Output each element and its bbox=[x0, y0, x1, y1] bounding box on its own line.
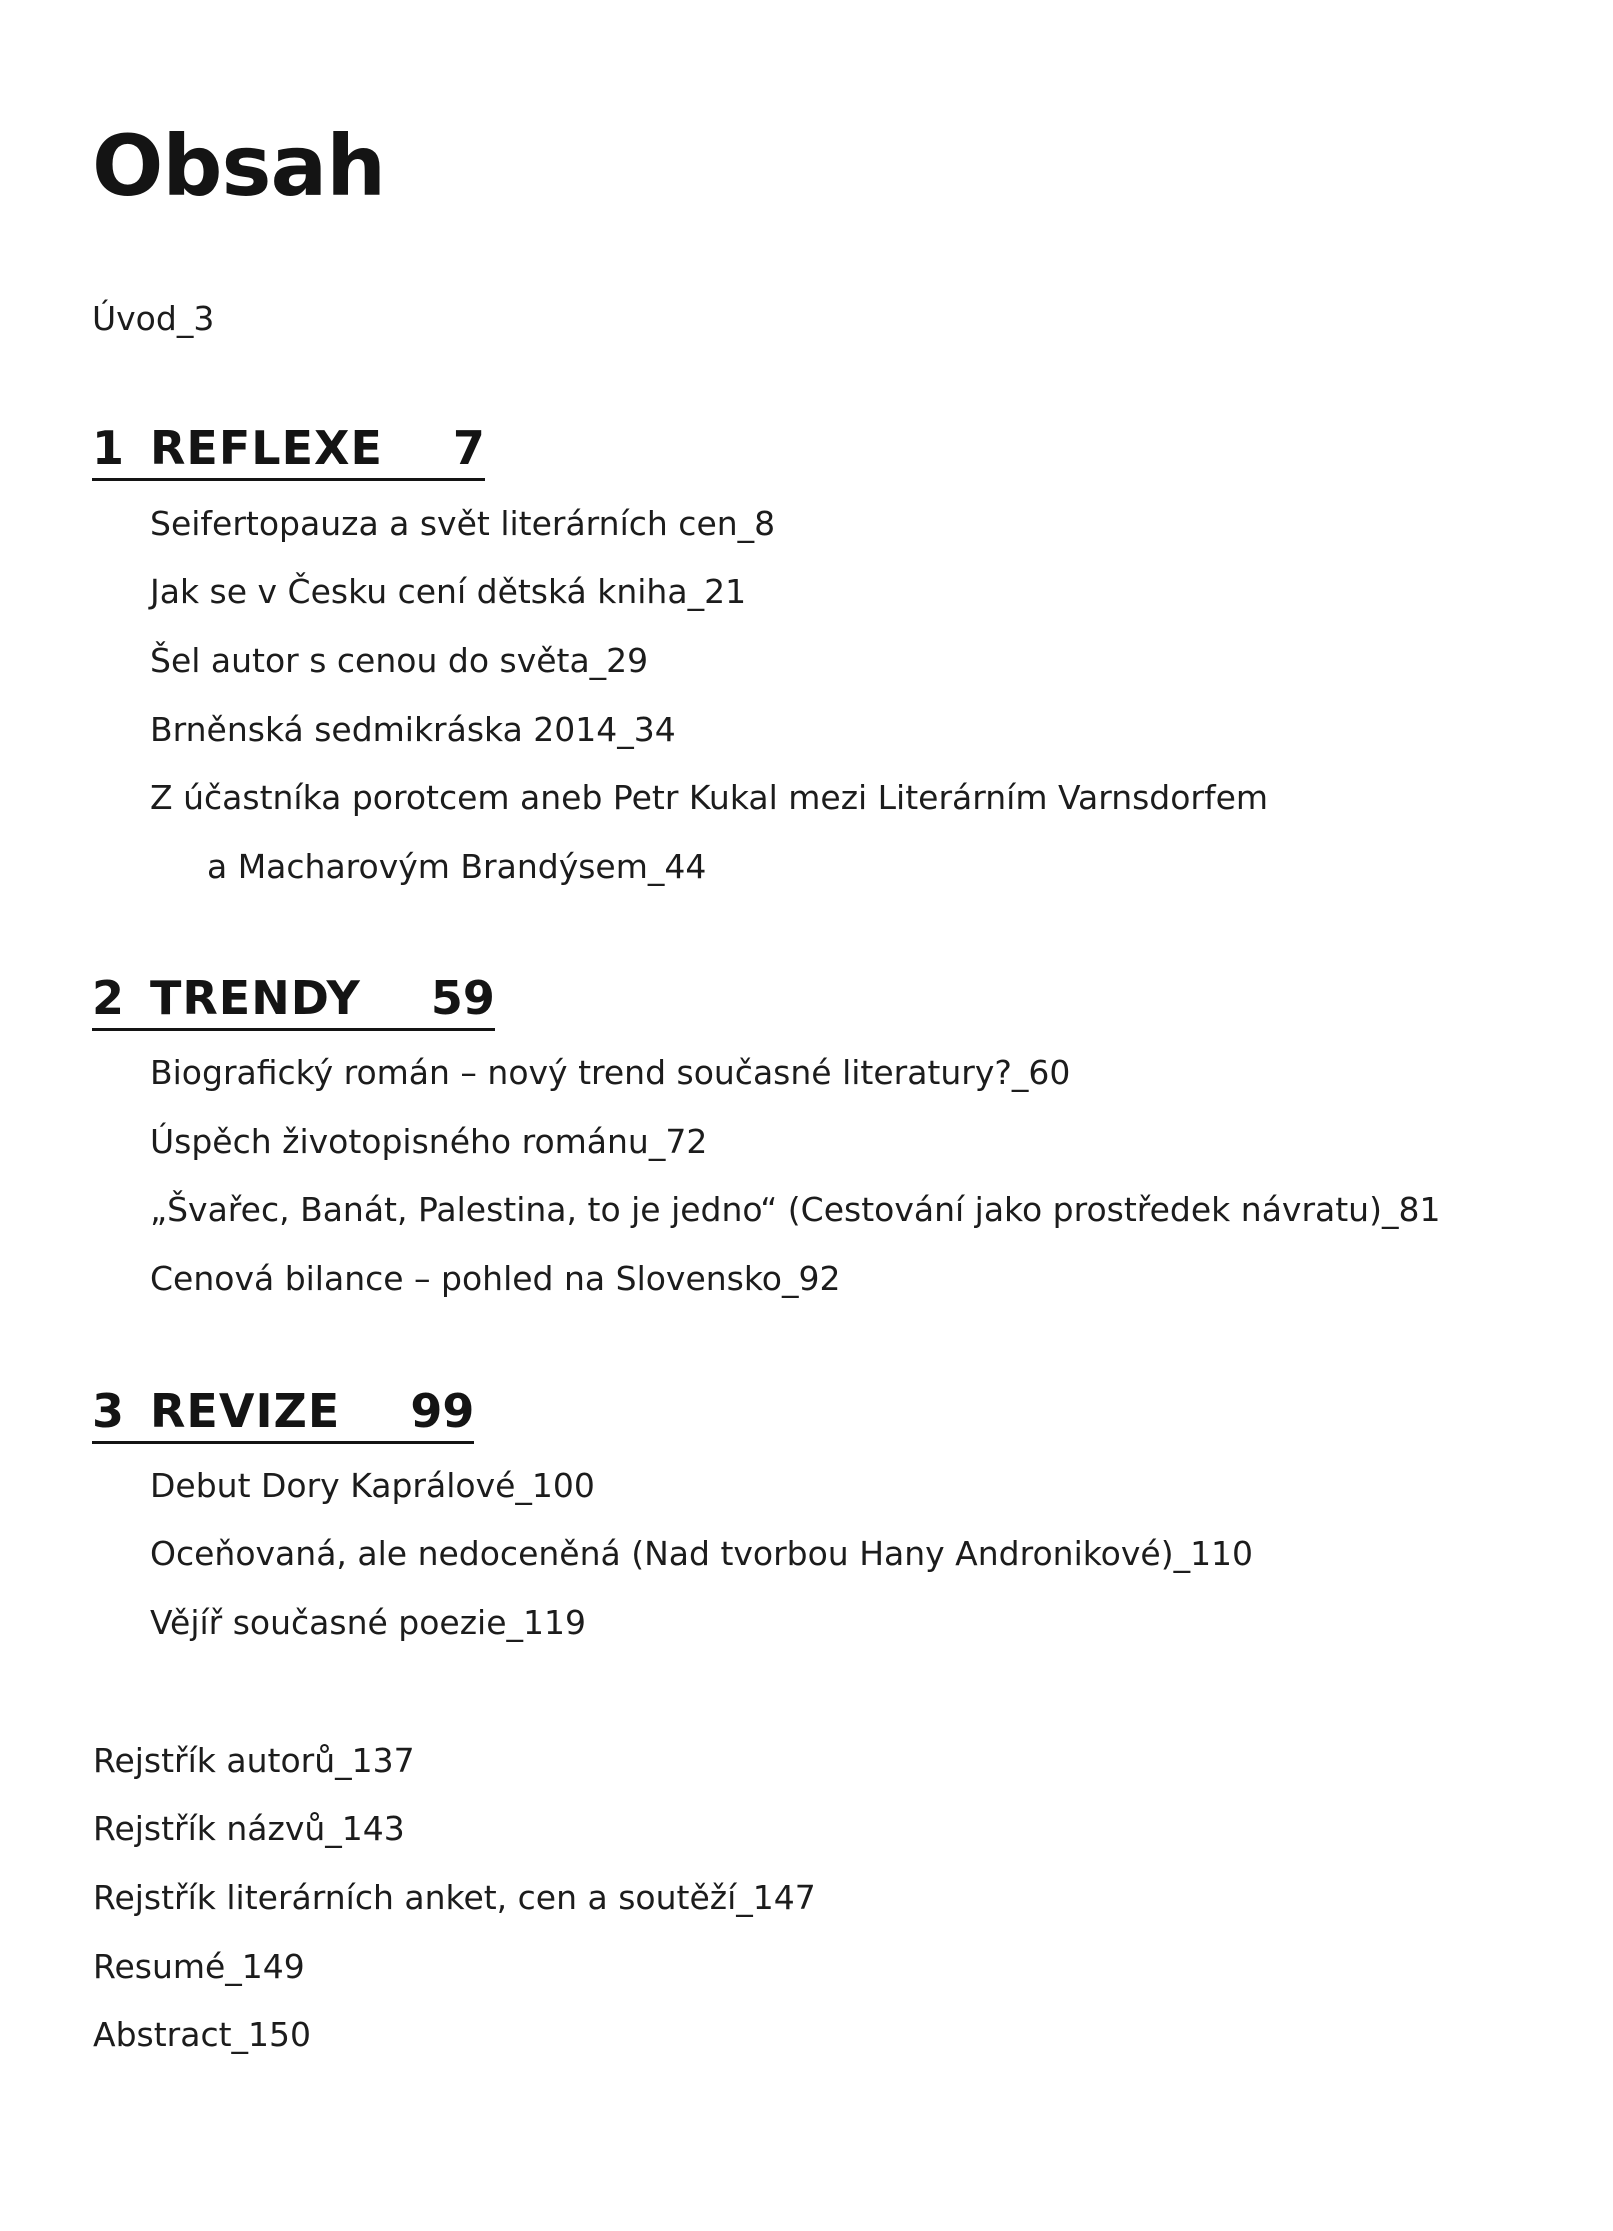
section-number: 3 bbox=[92, 1384, 125, 1438]
section-heading-trendy[interactable] bbox=[92, 972, 495, 1031]
toc-entry-intro[interactable]: Úvod_3 bbox=[92, 299, 215, 338]
toc-entry[interactable]: Biografický román – nový trend současné literatury?_60 bbox=[150, 1053, 1071, 1092]
page-title: Obsah bbox=[92, 117, 386, 215]
section-heading-reflexe[interactable] bbox=[92, 422, 485, 481]
toc-index-entry[interactable]: Rejstřík literárních anket, cen a soutěží_147 bbox=[93, 1878, 816, 1917]
section-name: REFLEXE bbox=[150, 421, 383, 475]
section-page: 99 bbox=[410, 1384, 475, 1438]
toc-entry[interactable]: Debut Dory Kaprálové_100 bbox=[150, 1466, 595, 1505]
toc-entry[interactable]: Seifertopauza a svět literárních cen_8 bbox=[150, 504, 776, 543]
toc-entry[interactable]: Brněnská sedmikráska 2014_34 bbox=[150, 710, 676, 749]
toc-index-entry[interactable]: Rejstřík autorů_137 bbox=[93, 1741, 415, 1780]
toc-entry[interactable]: Vějíř současné poezie_119 bbox=[150, 1603, 586, 1642]
toc-entry[interactable]: Oceňovaná, ale nedoceněná (Nad tvorbou Hany Andronikové)_110 bbox=[150, 1534, 1254, 1573]
toc-entry[interactable]: „Švařec, Banát, Palestina, to je jedno“ (Cestování jako prostředek návratu)_81 bbox=[150, 1190, 1441, 1229]
toc-entry[interactable]: Cenová bilance – pohled na Slovensko_92 bbox=[150, 1259, 841, 1298]
section-heading-revize[interactable] bbox=[92, 1385, 474, 1444]
toc-entry-continuation[interactable]: a Macharovým Brandýsem_44 bbox=[207, 847, 707, 886]
toc-index-entry[interactable]: Rejstřík názvů_143 bbox=[93, 1809, 405, 1848]
toc-entry[interactable]: Jak se v Česku cení dětská kniha_21 bbox=[150, 572, 747, 611]
section-page: 59 bbox=[430, 971, 495, 1025]
toc-entry[interactable]: Šel autor s cenou do světa_29 bbox=[150, 641, 649, 680]
section-name: TRENDY bbox=[150, 971, 361, 1025]
section-number: 1 bbox=[92, 421, 125, 475]
section-name: REVIZE bbox=[150, 1384, 341, 1438]
section-page: 7 bbox=[452, 421, 485, 475]
toc-entry[interactable]: Úspěch životopisného románu_72 bbox=[150, 1122, 708, 1161]
toc-index-entry[interactable]: Resumé_149 bbox=[93, 1947, 305, 1986]
section-number: 2 bbox=[92, 971, 125, 1025]
toc-entry[interactable]: Z účastníka porotcem aneb Petr Kukal mezi Literárním Varnsdorfem bbox=[150, 778, 1269, 817]
toc-index-entry[interactable]: Abstract_150 bbox=[93, 2015, 312, 2054]
